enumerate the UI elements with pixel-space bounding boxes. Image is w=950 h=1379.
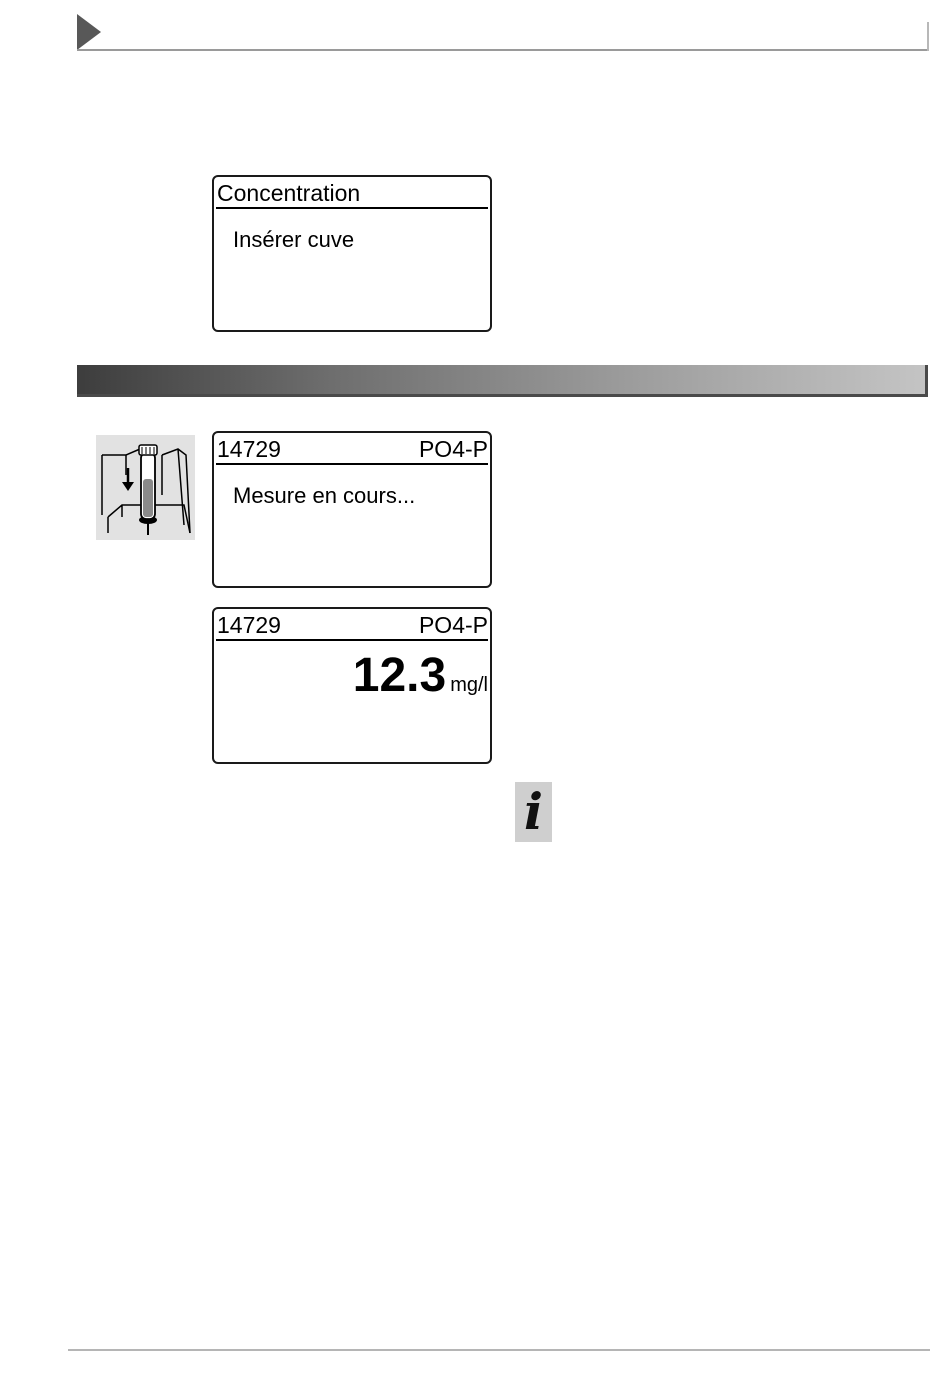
lcd-screen-measuring: [212, 431, 492, 588]
cuvette-insert-illustration: [96, 435, 195, 540]
triangle-right-icon: [77, 14, 101, 50]
lcd-header-parameter: PO4-P: [418, 612, 488, 638]
lcd-header-method: 14729: [217, 436, 281, 462]
lcd-screen-result: [212, 607, 492, 764]
lcd-message: Insérer cuve: [233, 227, 355, 252]
section-bar: [77, 365, 928, 397]
lcd-header: [216, 177, 488, 209]
info-glyph: i: [524, 782, 543, 841]
lcd-screen-concentration: [212, 175, 492, 332]
lcd-header-parameter: PO4-P: [418, 436, 488, 462]
result-value: 12.3: [352, 649, 447, 702]
header-divider: [77, 49, 929, 51]
lcd-result: [353, 649, 488, 703]
lcd-message: Mesure en cours...: [233, 483, 416, 508]
footer-divider: [68, 1349, 930, 1351]
lcd-header: [216, 433, 488, 465]
info-icon: [515, 782, 552, 842]
header-divider-edge: [927, 22, 929, 51]
lcd-header-method: 14729: [217, 612, 281, 638]
lcd-header: [216, 609, 488, 641]
lcd-header-title: Concentration: [217, 180, 361, 206]
top-header-rule: [77, 12, 929, 52]
result-unit: mg/l: [450, 674, 488, 696]
